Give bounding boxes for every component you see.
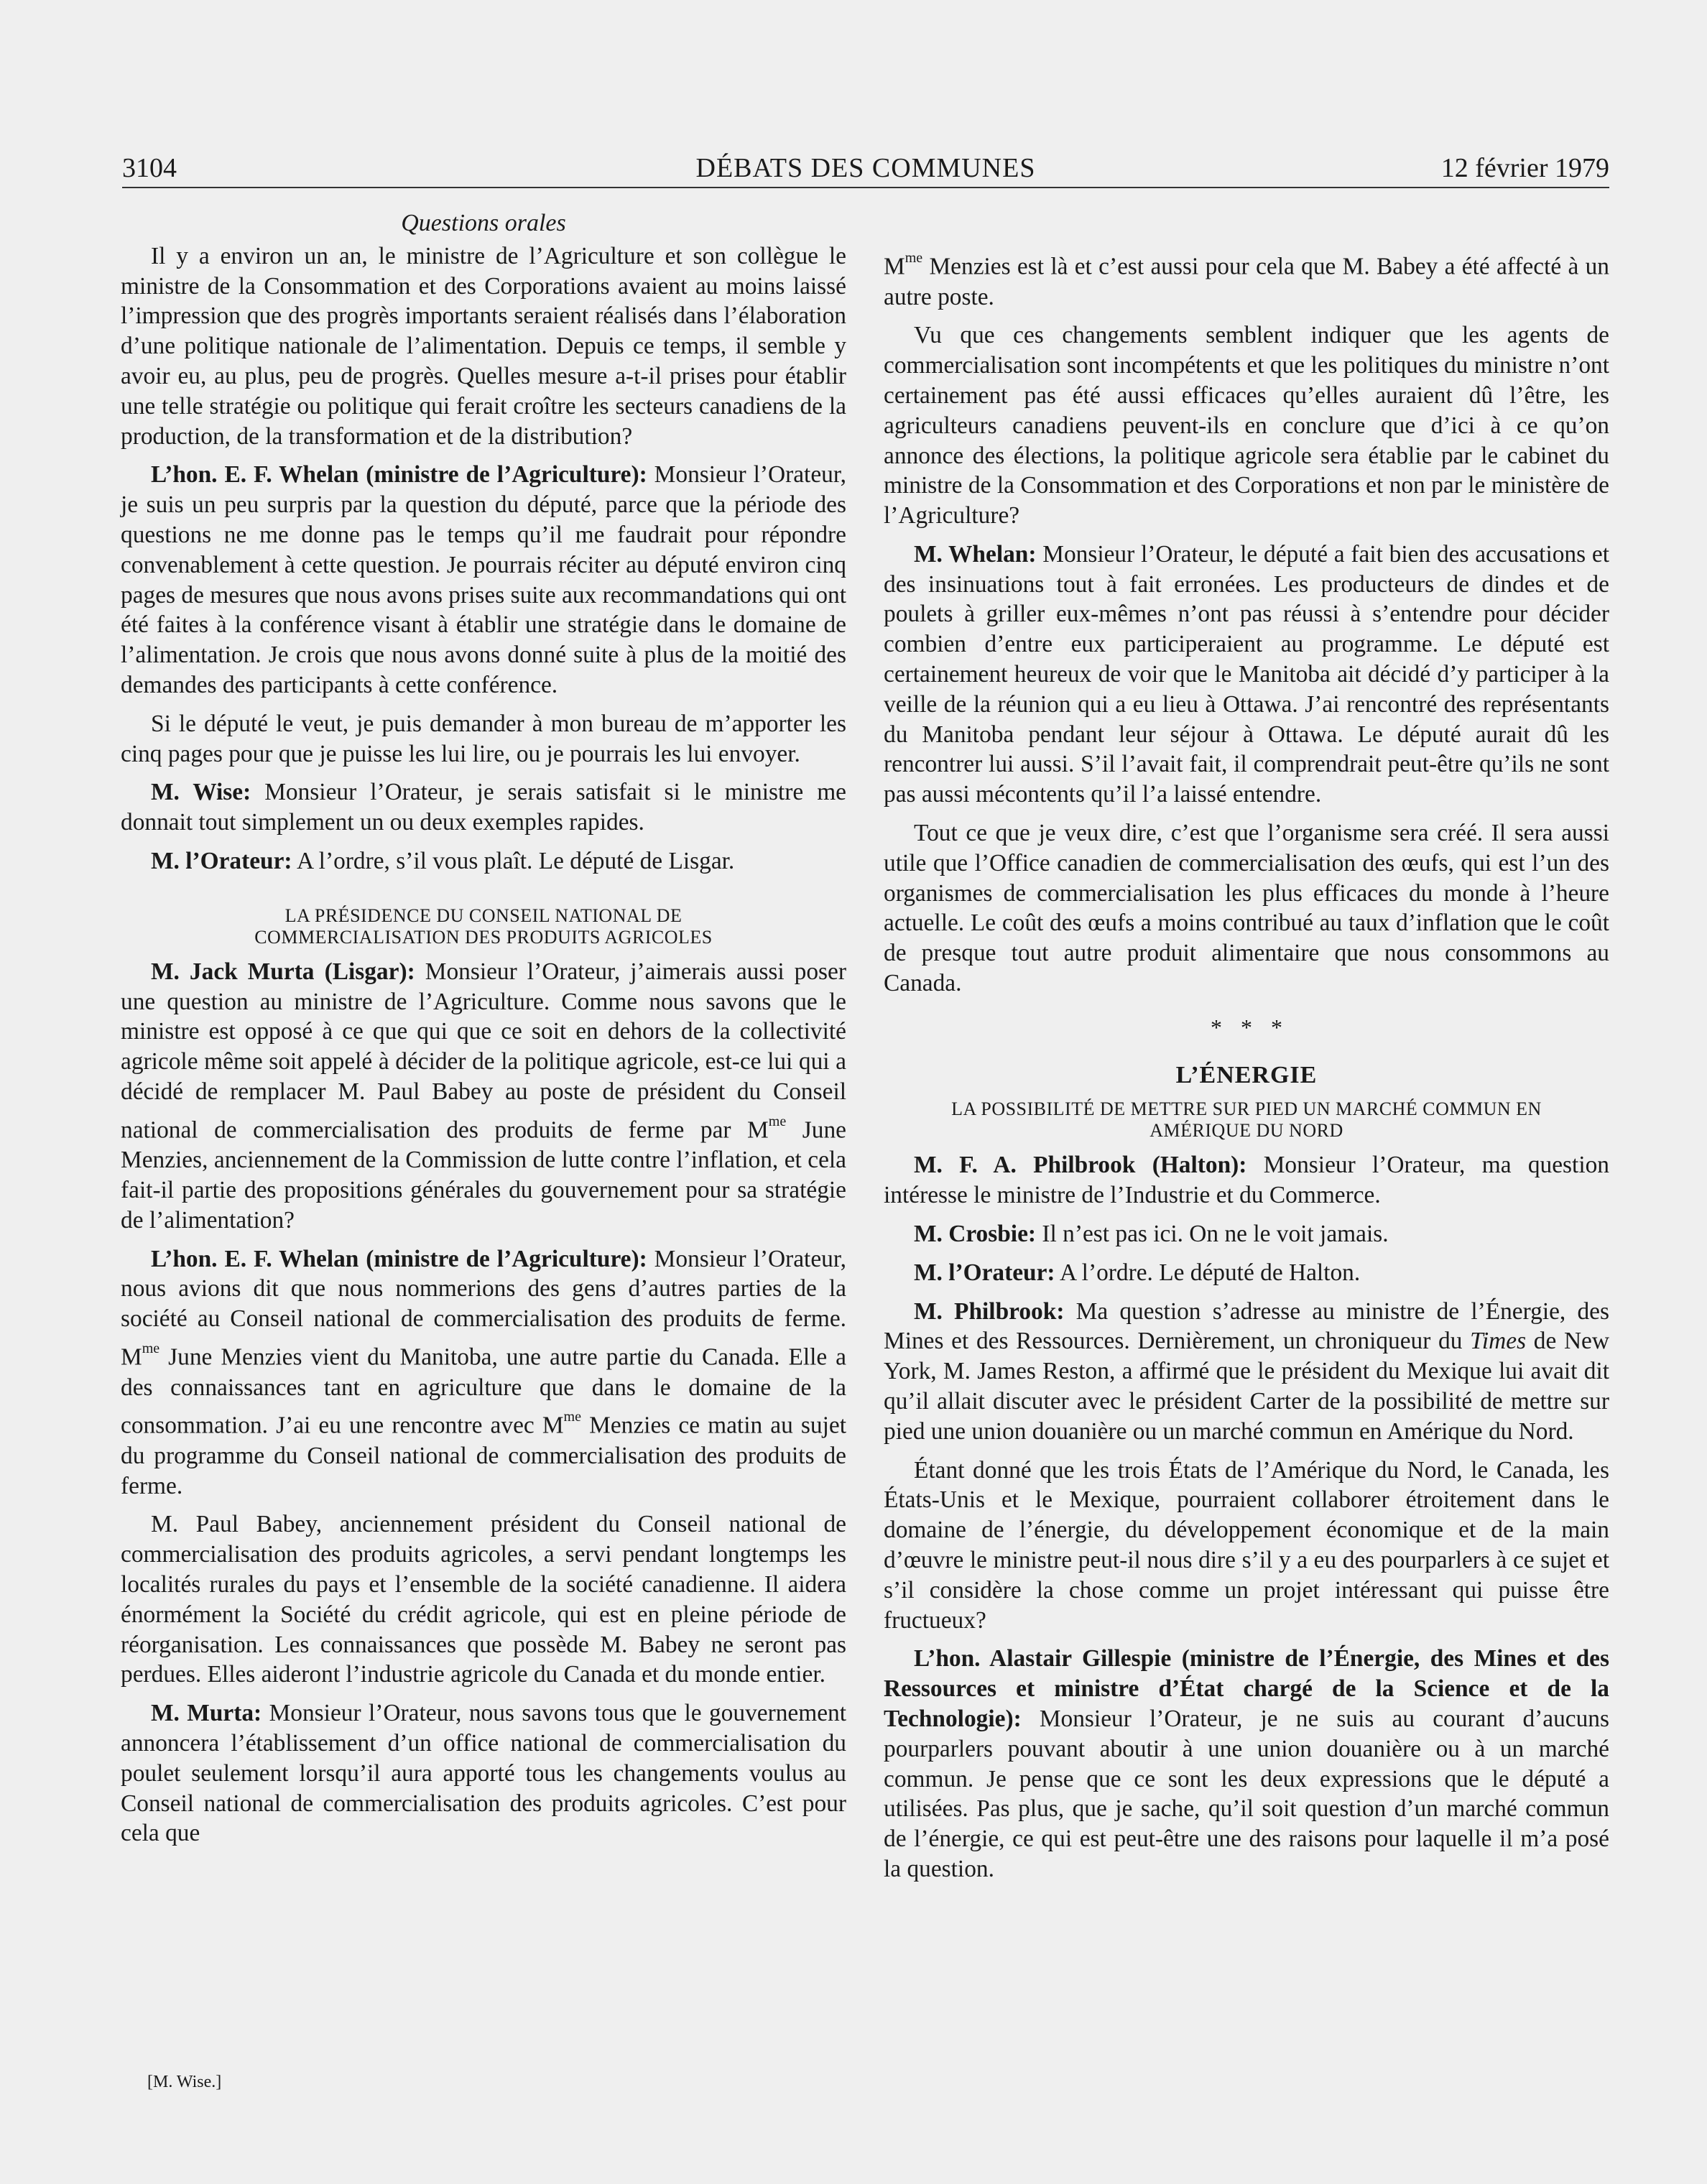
paragraph: Il y a environ un an, le ministre de l’Agriculture et son collègue le ministre de la Consommation et des Corporations avaient au moins laissé l’impression que des progrès importants seraient réalisés dans l’élaboration d’une politique nationale de l’alimentation. Depuis ce temps, il semble y avoir eu, au plus, peu de progrès. Quelles mesure a-t-il prises pour établir une telle stratégie ou politique qui ferait croître les secteurs canadiens de la production, de la transformation et de la distribution?	[121, 242, 846, 450]
paragraph: M. Wise: Monsieur l’Orateur, je serais satisfait si le ministre me donnait tout simplement un ou deux exemples rapides.	[121, 779, 847, 836]
speaker-name: L’hon. E. F. Whelan (ministre de l’Agriculture):	[151, 1245, 647, 1272]
subheading: LA POSSIBILITÉ DE METTRE SUR PIED UN MARCHÉ COMMUN EN AMÉRIQUE DU NORD	[951, 1098, 1542, 1142]
paragraph: M. Crosbie: Il n’est pas ici. On ne le voit jamais.	[914, 1221, 1389, 1248]
paragraph: M. l’Orateur: A l’ordre, s’il vous plaît. Le député de Lisgar.	[151, 847, 735, 874]
subheading: LA PRÉSIDENCE DU CONSEIL NATIONAL DE COMMERCIALISATION DES PRODUITS AGRICOLES	[254, 904, 713, 948]
paragraph: Tout ce que je veux dire, c’est que l’organisme sera créé. Il sera aussi utile que l’Office canadien de commercialisation des œufs, qui est l’un des organismes de commercialisation les plus efficaces du monde à l’heure actuelle. Le coût des œufs a moins contribué au taux d’inflation que le coût de presque tout autre produit alimentaire que nous consommons au Canada.	[884, 820, 1609, 997]
paragraph: M. Murta: Monsieur l’Orateur, nous savons tous que le gouvernement annoncera l’établissement d’un office national de commercialisation du poulet seulement lorsqu’il aura apporté tous les changements voulus au Conseil national de commercialisation des produits agricoles. C’est pour cela que	[121, 1700, 846, 1847]
right-column	[884, 244, 1609, 1893]
speaker-name: M. Jack Murta (Lisgar):	[151, 958, 415, 985]
footnote: [M. Wise.]	[147, 2073, 222, 2091]
paragraph: L’hon. E. F. Whelan (ministre de l’Agriculture): Monsieur l’Orateur, nous avions dit que nous nommerions des gens d’autres parties de la société au Conseil national de commercialisation des produits de ferme. $M^{me}$ June Menzies vient du Manitoba, une autre partie du Canada. Elle a des connaissances tant en agriculture que dans le domaine de la consommation. J’ai eu une rencontre avec $M^{me}$ Menzies ce matin au sujet du programme du Conseil national de commercialisation des produits de ferme.	[121, 1245, 846, 1499]
paragraph: M. Paul Babey, anciennement président du Conseil national de commercialisation des produits agricoles, a servi pendant longtemps les localités rurales du pays et l’ensemble de la société canadienne. Il aidera énormément la Société du crédit agricole, qui est en pleine période de réorganisation. Les connaissances que possède M. Babey ne seront pas perdues. Elles aideront l’industrie agricole du Canada et du monde entier.	[121, 1511, 846, 1688]
speaker-name: L’hon. Alastair Gillespie (ministre de l’Énergie, des Mines et des Ressources et ministre d’État chargé de la Science et de la Technologie):	[884, 1645, 1609, 1732]
paragraph: Si le député le veut, je puis demander à mon bureau de m’apporter les cinq pages pour que je puisse les lui lire, ou je pourrais les lui envoyer.	[121, 710, 846, 767]
page-header	[122, 149, 1609, 188]
paragraph: M. l’Orateur: A l’ordre. Le député de Halton.	[914, 1259, 1361, 1286]
page-number: 3104	[122, 153, 177, 183]
speaker-name: M. l’Orateur:	[151, 847, 292, 874]
section-heading: L’ÉNERGIE	[1175, 1061, 1318, 1088]
paragraph: Vu que ces changements semblent indiquer que les agents de commercialisation sont incompétents et que les politiques du ministre n’ont certainement pas été aussi efficaces qu’elles auraient dû l’être, les agriculteurs canadiens peuvent-ils en conclure que d’ici à ce qu’on annonce des élections, la politique agricole sera établie par le cabinet du ministre de la Consommation et des Corporations et non par le ministère de l’Agriculture?	[884, 322, 1609, 529]
header-date: 12 février 1979	[1440, 153, 1609, 183]
running-title: DÉBATS DES COMMUNES	[695, 153, 1036, 183]
speaker-name: M. Philbrook:	[914, 1297, 1065, 1325]
paragraph: $M^{me}$ Menzies est là et c’est aussi pour cela que M. Babey a été affecté à un autre poste.	[884, 250, 1609, 310]
paragraph: M. Whelan: Monsieur l’Orateur, le député a fait bien des accusations et des insinuations tout à fait erronées. Les producteurs de dindes et de poulets à griller eux-mêmes n’ont pas réussi à s’entendre pour décider combien d’entre eux participeraient au programme. Le député est certainement heureux de voir que le Manitoba ait décidé d’y participer à la veille de la réunion qui a eu lieu à Ottawa. J’ai rencontré des représentants du Manitoba pendant leur séjour à Ottawa. Le député aurait dû les rencontrer lui aussi. S’il l’avait fait, il comprendrait peut-être qu’ils ne sont pas aussi mécontents qu’il l’a laissé entendre.	[884, 540, 1609, 808]
paragraph: M. F. A. Philbrook (Halton): Monsieur l’Orateur, ma question intéresse le ministre de l’Industrie et du Commerce.	[884, 1152, 1609, 1209]
section-title: Questions orales	[401, 210, 566, 236]
paragraph: Étant donné que les trois États de l’Amérique du Nord, le Canada, les États-Unis et le Mexique, pourraient collaborer étroitement dans le domaine de l’énergie, du développement économique et de la main d’œuvre le ministre peut-il nous dire s’il y a eu des pourparlers à ce sujet et s’il considère la chose comme un projet intéressant qui puisse être fructueux?	[884, 1456, 1609, 1634]
speaker-name: M. l’Orateur:	[914, 1259, 1055, 1286]
speaker-name: M. Wise:	[151, 779, 251, 806]
speaker-name: M. F. A. Philbrook (Halton):	[914, 1152, 1247, 1179]
speaker-name: M. Whelan:	[914, 540, 1037, 568]
paragraph: L’hon. E. F. Whelan (ministre de l’Agriculture): Monsieur l’Orateur, je suis un peu surpris par la question du député, parce que la période des questions ne me donne pas le temps qu’il me faudrait pour répondre convenablement à cette question. Je pourrais réciter au député environ cinq pages de mesures que nous avons prises suite aux recommandations qui ont été faites à la conférence visant à établir une stratégie dans le domaine de l’alimentation. Je crois que nous avons donné suite à plus de la moitié des demandes des participants à cette conférence.	[121, 461, 846, 698]
speaker-name: M. Crosbie:	[914, 1221, 1037, 1248]
speaker-name: L’hon. E. F. Whelan (ministre de l’Agriculture):	[151, 461, 647, 489]
paragraph: L’hon. Alastair Gillespie (ministre de l’Énergie, des Mines et des Ressources et ministre d’État chargé de la Science et de la Technologie): Monsieur l’Orateur, je ne suis au courant d’aucuns pourparlers pouvant aboutir à une union douanière ou à un marché commun. Je pense que ce sont les deux expressions que le député a utilisées. Pas plus, que je sache, qu’il soit question d’un marché commun de l’énergie, ce qui est peut-être une des raisons pour laquelle il m’a posé la question.	[884, 1645, 1609, 1882]
left-column	[121, 208, 846, 1857]
paragraph: M. Philbrook: Ma question s’adresse au ministre de l’Énergie, des Mines et des Ressources. Dernièrement, un chroniqueur du Times de New York, M. James Reston, a affirmé que le président du Mexique lui avait dit qu’il allait discuter avec le président Carter de la possibilité de mettre sur pied une union douanière ou un marché commun en Amérique du Nord.	[884, 1297, 1609, 1445]
section-separator: * * *	[1211, 1014, 1282, 1040]
speaker-name: M. Murta:	[151, 1700, 262, 1727]
paragraph: M. Jack Murta (Lisgar): Monsieur l’Orateur, j’aimerais aussi poser une question au ministre de l’Agriculture. Comme nous savons que le ministre est opposé à ce que qui que ce soit en dehors de la collectivité agricole même soit appelé à décider de la politique agricole, est-ce lui qui a décidé de remplacer M. Paul Babey au poste de président du Conseil national de commercialisation des produits de ferme par $M^{me}$ June Menzies, anciennement de la Commission de lutte contre l’inflation, et cela fait-il partie des propositions générales du gouvernement pour sa stratégie de l’alimentation?	[121, 958, 846, 1234]
